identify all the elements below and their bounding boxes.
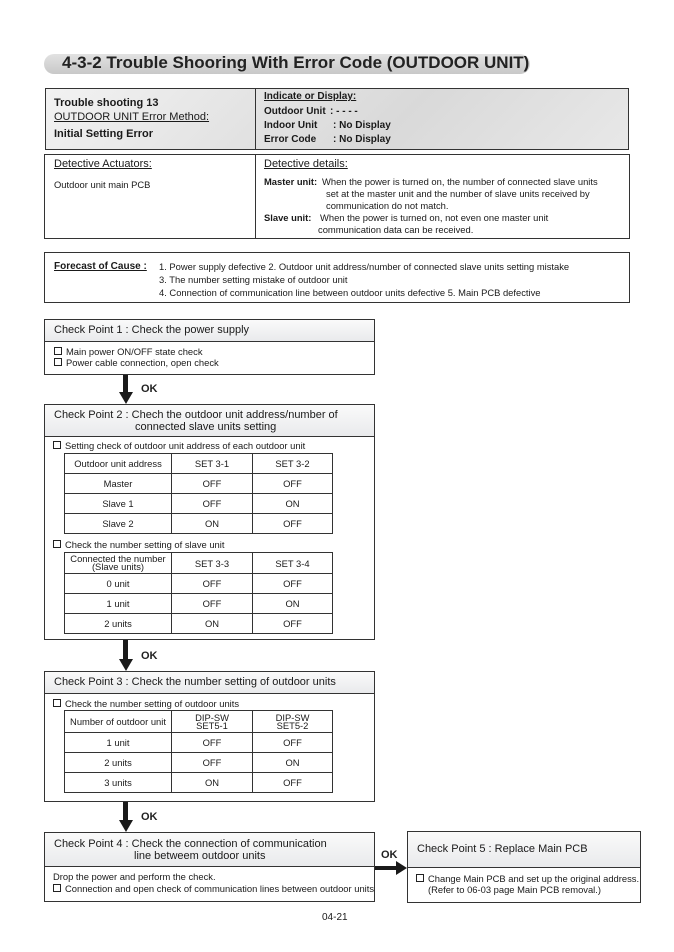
ok-label: OK: [141, 811, 158, 823]
master-unit-text-1: When the power is turned on, the number of connected slave units: [322, 176, 598, 187]
detective-details-heading: Detective details:: [264, 158, 348, 170]
arrow-head-icon: [119, 820, 133, 832]
check-item: Check the number setting of outdoor units: [53, 698, 239, 709]
error-name: Initial Setting Error: [54, 128, 154, 140]
check-point-1-title: Check Point 1 : Check the power supply: [45, 320, 374, 342]
table-row: 1 unit OFF ON: [65, 594, 333, 614]
arrow-down-icon: [123, 802, 128, 821]
page-number: 04-21: [322, 912, 348, 923]
ok-label: OK: [381, 849, 398, 861]
check-point-4-box: [44, 832, 375, 902]
slave-unit-text-1: When the power is turned on, not even one master unit: [320, 212, 549, 223]
table-row: 0 unit OFF OFF: [65, 574, 333, 594]
checkbox-icon: [53, 699, 61, 707]
check-point-5-title: Check Point 5 : Replace Main PCB: [408, 832, 640, 868]
checkbox-icon: [54, 358, 62, 366]
checkbox-icon: [53, 540, 61, 548]
arrow-head-icon: [396, 861, 407, 875]
page-title: 4-3-2 Trouble Shooring With Error Code (OUTDOOR UNIT): [62, 53, 530, 72]
forecast-line-3: 4. Connection of communication line between outdoor units defective 5. Main PCB defective: [159, 287, 541, 298]
checkbox-icon: [416, 874, 424, 882]
check-point-4-title-2: line betweem outdoor units: [134, 850, 266, 862]
table-row: 2 units OFF ON: [65, 753, 333, 773]
check-point-5-box: [407, 831, 641, 903]
arrow-head-icon: [119, 659, 133, 671]
forecast-line-1: 1. Power supply defective 2. Outdoor unit address/number of connected slave units setting mistake: [159, 261, 570, 272]
table-row: 1 unit OFF OFF: [65, 733, 333, 753]
slave-count-table: Connected the number (Slave units) SET 3-3 SET 3-4 0 unit OFF OFF 1 unit OFF ON 2 units ON OFF: [64, 552, 333, 634]
table-row: 2 units ON OFF: [65, 614, 333, 634]
troubleshooting-number: Trouble shooting 13: [54, 97, 159, 109]
check-point-1-box: [44, 319, 375, 375]
indoor-unit-label: Indoor Unit: [264, 120, 318, 131]
check-point-2-title-2: connected slave units setting: [135, 421, 277, 433]
error-code-value: : No Display: [333, 134, 391, 145]
check-item: Check the number setting of slave unit: [53, 539, 224, 550]
table-row: Master OFF OFF: [65, 474, 333, 494]
outdoor-unit-label: Outdoor Unit: [264, 106, 326, 117]
arrow-down-icon: [123, 640, 128, 660]
forecast-line-2: 3. The number setting mistake of outdoor unit: [159, 274, 348, 285]
error-method-label: OUTDOOR UNIT Error Method:: [54, 111, 210, 123]
master-unit-text-3: communication do not match.: [326, 200, 449, 211]
check-point-5-note: (Refer to 06-03 page Main PCB removal.): [428, 884, 601, 895]
checkbox-icon: [54, 347, 62, 355]
check-point-3-title: Check Point 3 : Check the number setting of outdoor units: [45, 672, 374, 694]
arrow-head-icon: [119, 392, 133, 404]
slave-unit-label: Slave unit:: [264, 212, 312, 223]
ok-label: OK: [141, 383, 158, 395]
check-item: Setting check of outdoor unit address of each outdoor unit: [53, 440, 305, 451]
check-item: Connection and open check of communication lines between outdoor units: [53, 883, 374, 895]
check-point-4-title: Check Point 4 : Check the connection of communication: [54, 838, 327, 850]
indicate-display-heading: Indicate or Display:: [264, 91, 357, 102]
table-row: Slave 2 ON OFF: [65, 514, 333, 534]
check-item: Main power ON/OFF state check: [54, 346, 365, 357]
header-divider: [255, 88, 256, 150]
check-item: Power cable connection, open check: [54, 357, 365, 368]
outdoor-count-table: Number of outdoor unit DIP-SW SET5-1 DIP-SW SET5-2 1 unit OFF OFF 2 units OFF ON 3 units ON OFF: [64, 710, 333, 793]
check-point-2-title: Check Point 2 : Chech the outdoor unit address/number of: [54, 409, 338, 421]
check-item: Change Main PCB and set up the original address.: [416, 873, 640, 884]
outdoor-address-table: Outdoor unit address SET 3-1 SET 3-2 Master OFF OFF Slave 1 OFF ON Slave 2 ON OFF: [64, 453, 333, 534]
arrow-down-icon: [123, 375, 128, 393]
indoor-unit-value: : No Display: [333, 120, 391, 131]
check-point-4-note: Drop the power and perform the check.: [53, 871, 216, 882]
checkbox-icon: [53, 884, 61, 892]
master-unit-text-2: set at the master unit and the number of slave units received by: [326, 188, 590, 199]
error-code-label: Error Code: [264, 134, 317, 145]
detective-actuators-value: Outdoor unit main PCB: [54, 179, 151, 190]
master-unit-label: Master unit:: [264, 176, 318, 187]
forecast-label: Forecast of Cause :: [54, 261, 147, 272]
detective-actuators-heading: Detective Actuators:: [54, 158, 152, 170]
detective-divider: [255, 154, 256, 239]
slave-unit-text-2: communication data can be received.: [318, 224, 474, 235]
table-row: 3 units ON OFF: [65, 773, 333, 793]
table-row: Slave 1 OFF ON: [65, 494, 333, 514]
checkbox-icon: [53, 441, 61, 449]
ok-label: OK: [141, 650, 158, 662]
outdoor-unit-value: : - - - -: [330, 106, 358, 117]
arrow-right-icon: [375, 866, 397, 870]
